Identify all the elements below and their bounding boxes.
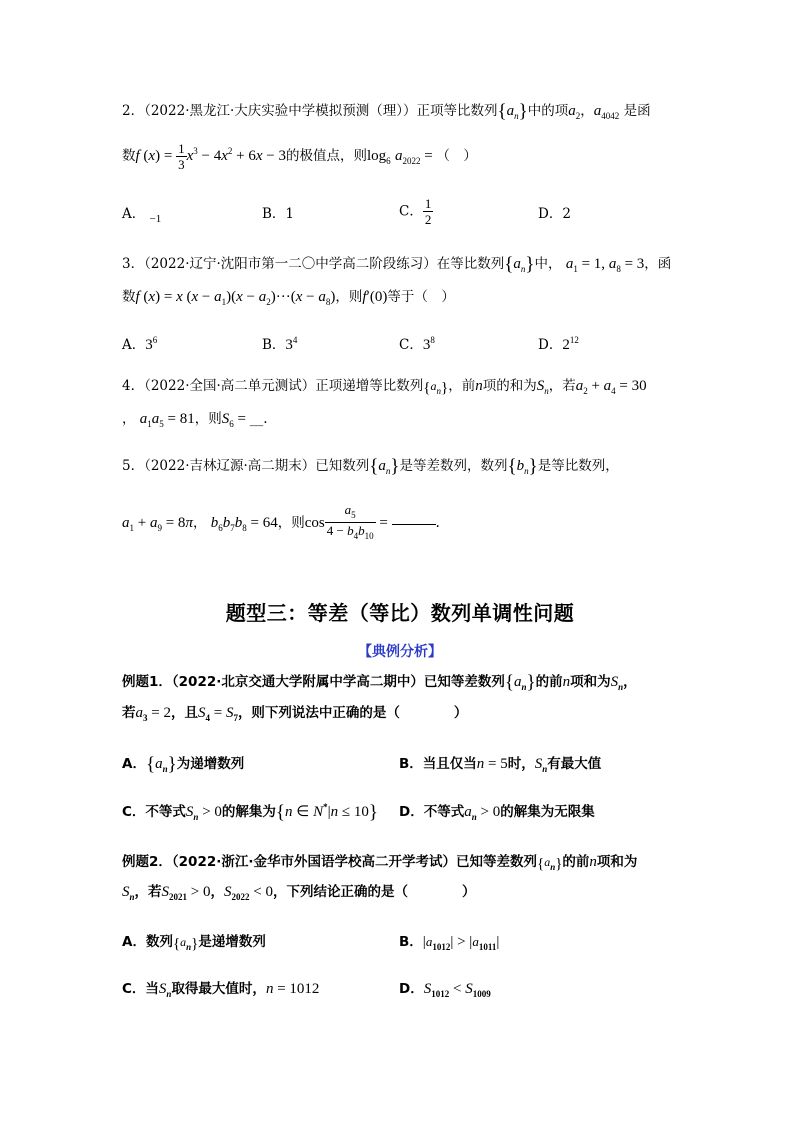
ex1-option-d: D．不等式$a_n > 0$的解集为无限集 (399, 804, 595, 822)
q2-option-c: C． $\frac{1}{2}$ (399, 196, 432, 227)
q2-line-2: 数f (x) = $\frac{1}{3}$ $x^3 - 4x^2 + 6x - 3$的极值点，则$\log_6 a_{2022}$ = （ ） (122, 140, 477, 172)
q2-option-a: A． $_{-1}$ (122, 206, 162, 225)
q3-option-c: C．$3^8$ (399, 335, 435, 353)
ex1-line-2: 若$a_3 = 2$，且$S_4 = S_7$，则下列说法中正确的是（ ） (122, 705, 468, 723)
q5-line-1: 5．（2022·吉林辽源·高二期末）已知数列$\{a_n\}$是等差数列，数列$\{b_n\}$是等比数列， (122, 456, 619, 477)
q3-option-d: D．$2^{12}$ (538, 335, 579, 353)
q3-option-a: A．$3^6$ (122, 335, 158, 353)
ex1-option-b: B．当且仅当n = 5时，$S_n$有最大值 (399, 756, 602, 774)
q5-line-2: $a_1 + a_9 = 8\pi$， $b_6b_7b_8 = 64$，则cos $\frac{a_5}{4 - b_4b_{10}}$ = . (122, 502, 440, 541)
ex1-line-1: 例题1．（2022·北京交通大学附属中学高二期中）已知等差数列$\{a_n\}$的前n项和为$S_n$， (122, 672, 637, 693)
q3-option-b: B．$3^4$ (262, 335, 298, 353)
q2-option-d: D．2 (538, 206, 571, 222)
ex1-option-a: A．$\{a_n\}$为递增数列 (122, 754, 245, 775)
q3-line-1: 3．（2022·辽宁·沈阳市第一二〇中学高二阶段练习）在等比数列$\{a_n\}$中， $a_1 = 1$, $a_8 = 3$，函 (122, 254, 672, 275)
q2-option-b: B．1 (262, 206, 295, 222)
section-subtitle: 【典例分析】 (358, 644, 442, 660)
section-title: 题型三：等差（等比）数列单调性问题 (225, 601, 575, 625)
q4-line-1: 4．（2022·全国·高二单元测试）正项递增等比数列$\{a_n\}$，前n项的和为$S_n$，若$a_2 + a_4 = 30$ (122, 378, 647, 396)
ex1-option-c: C．不等式$S_n > 0$的解集为{n ∈ N*|n ≤ 10} (122, 802, 378, 823)
q4-line-2: ， $a_1a_5 = 81$，则$S_6$ = __. (122, 411, 268, 429)
q3-line-2: 数f (x) = x $(x - a_1)(x - a_2)\cdot\cdot\cdot(x - a_8)$，则f′(0)等于（ ） (122, 289, 455, 307)
ex2-option-a: A．数列$\{a_n\}$是递增数列 (122, 934, 266, 952)
ex2-option-c: C．当$S_n$取得最大值时，n = 1012 (122, 981, 320, 999)
ex2-line-1: 例题2．（2022·浙江·金华市外国语学校高二开学考试）已知等差数列$\{a_n\}$的前n项和为 (122, 854, 638, 872)
ex2-line-2: $S_n$，若$S_{2021} > 0$，$S_{2022} < 0$，下列结论正确的是（ ） (122, 884, 476, 902)
ex2-option-d: D．$S_{1012} < S_{1009}$ (399, 981, 491, 999)
q2-source: （2022·黑龙江·大庆实验中学模拟预测（理）） (144, 103, 417, 119)
ex2-option-b: B．$|a_{1012}| > |a_{1011}|$ (399, 934, 500, 952)
q2-line-1: 2．（2022·黑龙江·大庆实验中学模拟预测（理））正项等比数列$\{a_n\}$中的项$a_2$，$a_{4042}$ 是函 (122, 101, 651, 122)
q2-number: 2． (122, 103, 145, 119)
